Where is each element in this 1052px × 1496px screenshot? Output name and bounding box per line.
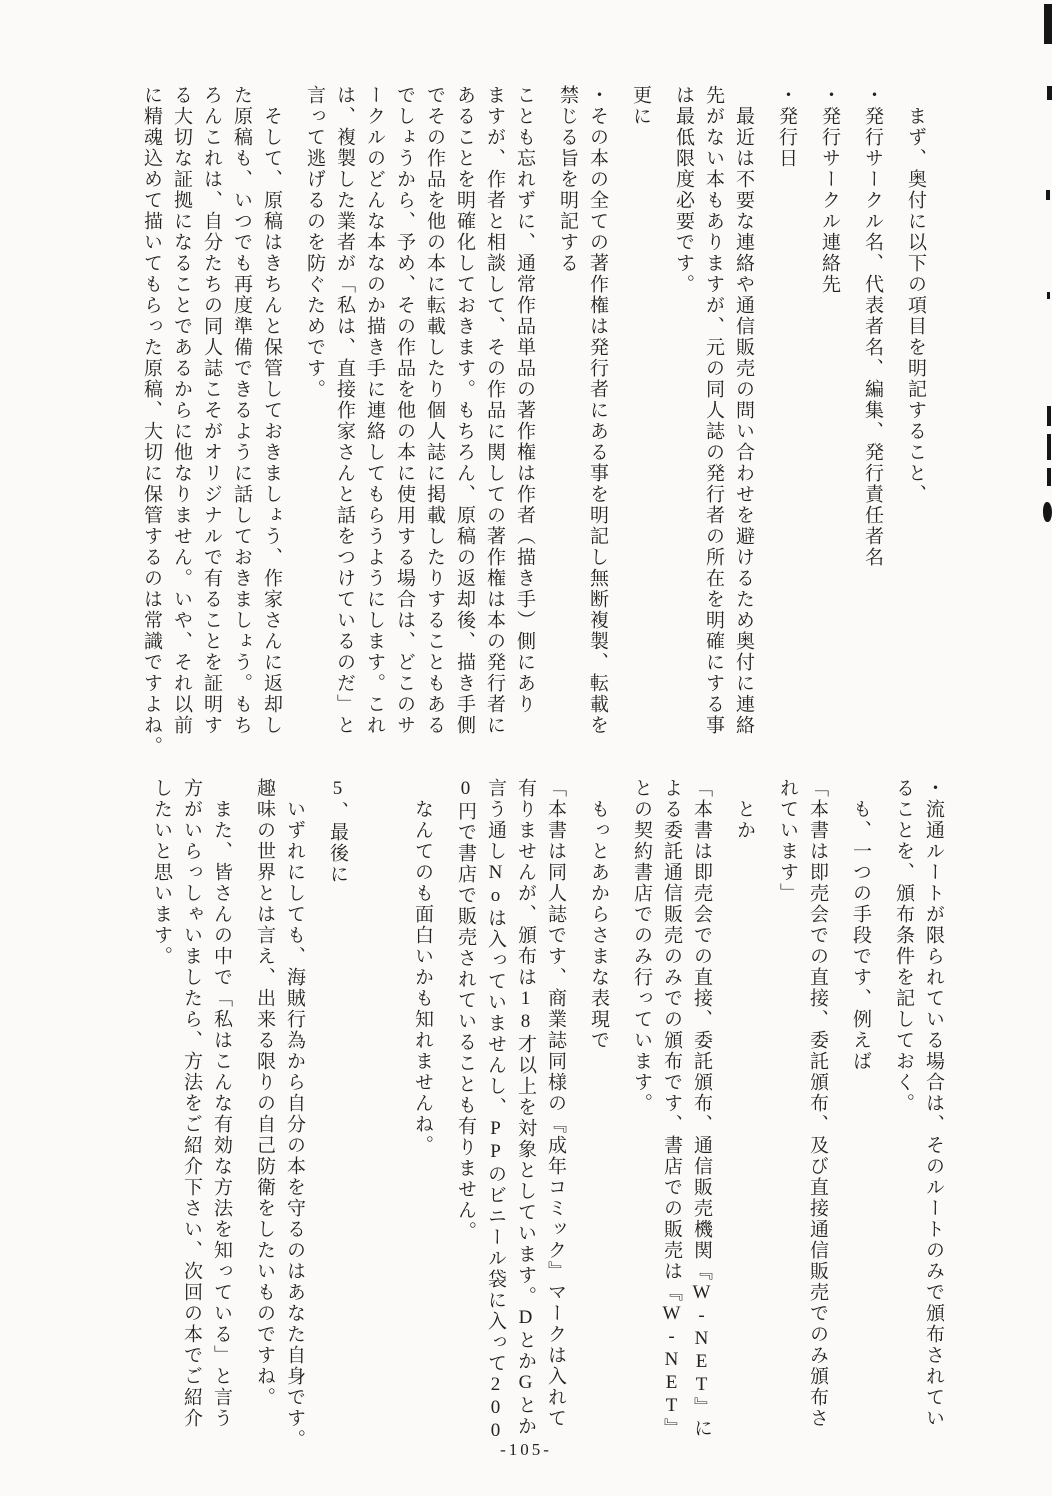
text-line: れています」 — [777, 778, 798, 904]
scan-artifact — [1047, 292, 1050, 299]
paragraph — [552, 85, 612, 765]
text-line: ますが、作者と相談して、その作品に関しての著作権は本の発行者に — [484, 85, 505, 736]
text-line: ・その本の全ての著作権は発行者にある事を明記し無断複製、転載を — [587, 85, 608, 736]
paragraph — [450, 778, 570, 1458]
paragraph — [583, 778, 613, 1458]
text-line: 趣味の世界とは言え、出来る限りの自己防衛をしたいものですね。 — [254, 778, 275, 1408]
paragraph — [771, 85, 801, 765]
text-line: ・発行サークル名、代表者名、編集、発行責任者名 — [862, 85, 883, 568]
paragraph — [845, 778, 875, 1458]
paragraph — [814, 85, 844, 765]
scan-artifact — [1046, 190, 1050, 200]
text-line: も、一つの手段です、例えば — [850, 778, 871, 1072]
text-line: 更に — [630, 85, 651, 127]
text-line: 最近は不要な連絡や通信販売の問い合わせを避けるため奥付に連絡 — [733, 85, 754, 736]
scan-artifact — [1043, 502, 1052, 522]
text-line: なんてのも面白いかも知れませんね。 — [412, 778, 433, 1156]
scan-artifact — [1047, 406, 1051, 426]
text-line: 「本書は同人誌です、商業誌同様の『成年コミック』マークは入れて — [545, 778, 566, 1429]
paragraph — [625, 85, 655, 765]
scan-artifact — [1047, 468, 1051, 486]
text-line: そして、原稿はきちんと保管しておきましょう、作家さんに返却し — [261, 85, 282, 736]
text-line: いずれにしても、海賊行為から自分の本を守るのはあなた自身です。 — [284, 778, 305, 1450]
text-section-bottom — [133, 778, 948, 1458]
text-line: ることを、頒布条件を記しておく。 — [893, 778, 914, 1114]
paragraph — [322, 778, 352, 1458]
text-line: 先がない本もありますが、元の同人誌の発行者の所在を明確にする事 — [703, 85, 724, 736]
text-line: との契約書店でのみ行っています。 — [631, 778, 652, 1114]
text-line: 「本書は即売会での直接、委託頒布、通信販売機関『W-NET』に — [691, 778, 712, 1439]
paragraph — [668, 85, 758, 765]
text-line: あることを明確化しておきます。もちろん、原稿の返却後、描き手側 — [454, 85, 475, 736]
text-line: た原稿も、いつでも再度準備できるように話しておきましょう。もち — [231, 85, 252, 736]
scan-artifact — [1047, 86, 1052, 100]
text-line: でしょうから、予め、その作品を他の本に使用する場合は、どこのサ — [394, 85, 415, 736]
scan-artifact — [1044, 4, 1052, 44]
page-number: -105- — [500, 1440, 552, 1459]
text-line: でその作品を他の本に転載したり個人誌に掲載したりすることもある — [424, 85, 445, 736]
paragraph — [626, 778, 716, 1458]
text-line: ・発行サークル連絡先 — [819, 85, 840, 295]
text-line: 有りませんが、頒布は18才以上を対象としています。DとかGとか — [515, 778, 536, 1437]
text-line: まず、奥付に以下の項目を明記すること、 — [905, 85, 926, 505]
text-line: ークルのどんな本なのか描き手に連絡してもらうようにします。これ — [364, 85, 385, 736]
text-line: 「本書は即売会での直接、委託頒布、及び直接通信販売でのみ頒布さ — [807, 778, 828, 1429]
text-line: もっとあからさまな表現で — [588, 778, 609, 1051]
text-line: 言って逃げるのを防ぐためです。 — [304, 85, 325, 400]
paragraph — [772, 778, 832, 1458]
paragraph — [299, 85, 539, 765]
text-line: また、皆さんの中で「私はこんな有効な方法を知っている」と言う — [211, 778, 232, 1429]
text-line: ろんこれは、自分たちの同人誌こそがオリジナルで有ることを証明す — [201, 85, 222, 736]
text-line: ・流通ルートが限られている場合は、そのルートのみで頒布されてい — [923, 778, 944, 1429]
text-line: 方がいらっしゃいましたら、方法をご紹介下さい、次回の本でご紹介 — [181, 778, 202, 1429]
paragraph — [729, 778, 759, 1458]
text-line: ・発行日 — [776, 85, 797, 169]
text-line: は最低限度必要です。 — [673, 85, 694, 295]
text-line: に精魂込めて描いてもらった原稿、大切に保管するのは常識ですよね。 — [141, 85, 162, 757]
paragraph — [900, 85, 930, 765]
scan-artifact — [1047, 434, 1051, 460]
paragraph — [407, 778, 437, 1458]
text-line: は、複製した業者が「私は、直接作家さんと話をつけているのだ」と — [334, 85, 355, 736]
text-line: 禁じる旨を明記する — [557, 85, 578, 274]
text-line: ことも忘れずに、通常作品単品の著作権は作者（描き手）側にあり — [514, 85, 535, 715]
paragraph — [249, 778, 309, 1458]
text-line: 5、最後に — [327, 778, 348, 885]
paragraph — [146, 778, 236, 1458]
text-line: したいと思います。 — [151, 778, 172, 967]
text-line: とか — [734, 778, 755, 841]
paragraph — [136, 85, 286, 765]
paragraph — [888, 778, 948, 1458]
text-section-top — [123, 85, 930, 765]
text-line: よる委託通信販売のみでの頒布です、書店での販売は『W-NET』 — [661, 778, 682, 1439]
text-line: る大切な証拠になることであるからに他なりません。いや、それ以前 — [171, 85, 192, 736]
text-line: 言う通しNoは入っていませんし、PPのビニール袋に入って200 — [485, 778, 506, 1443]
text-line: 0円で書店で販売されていることも有りません。 — [455, 778, 476, 1242]
paragraph — [857, 85, 887, 765]
